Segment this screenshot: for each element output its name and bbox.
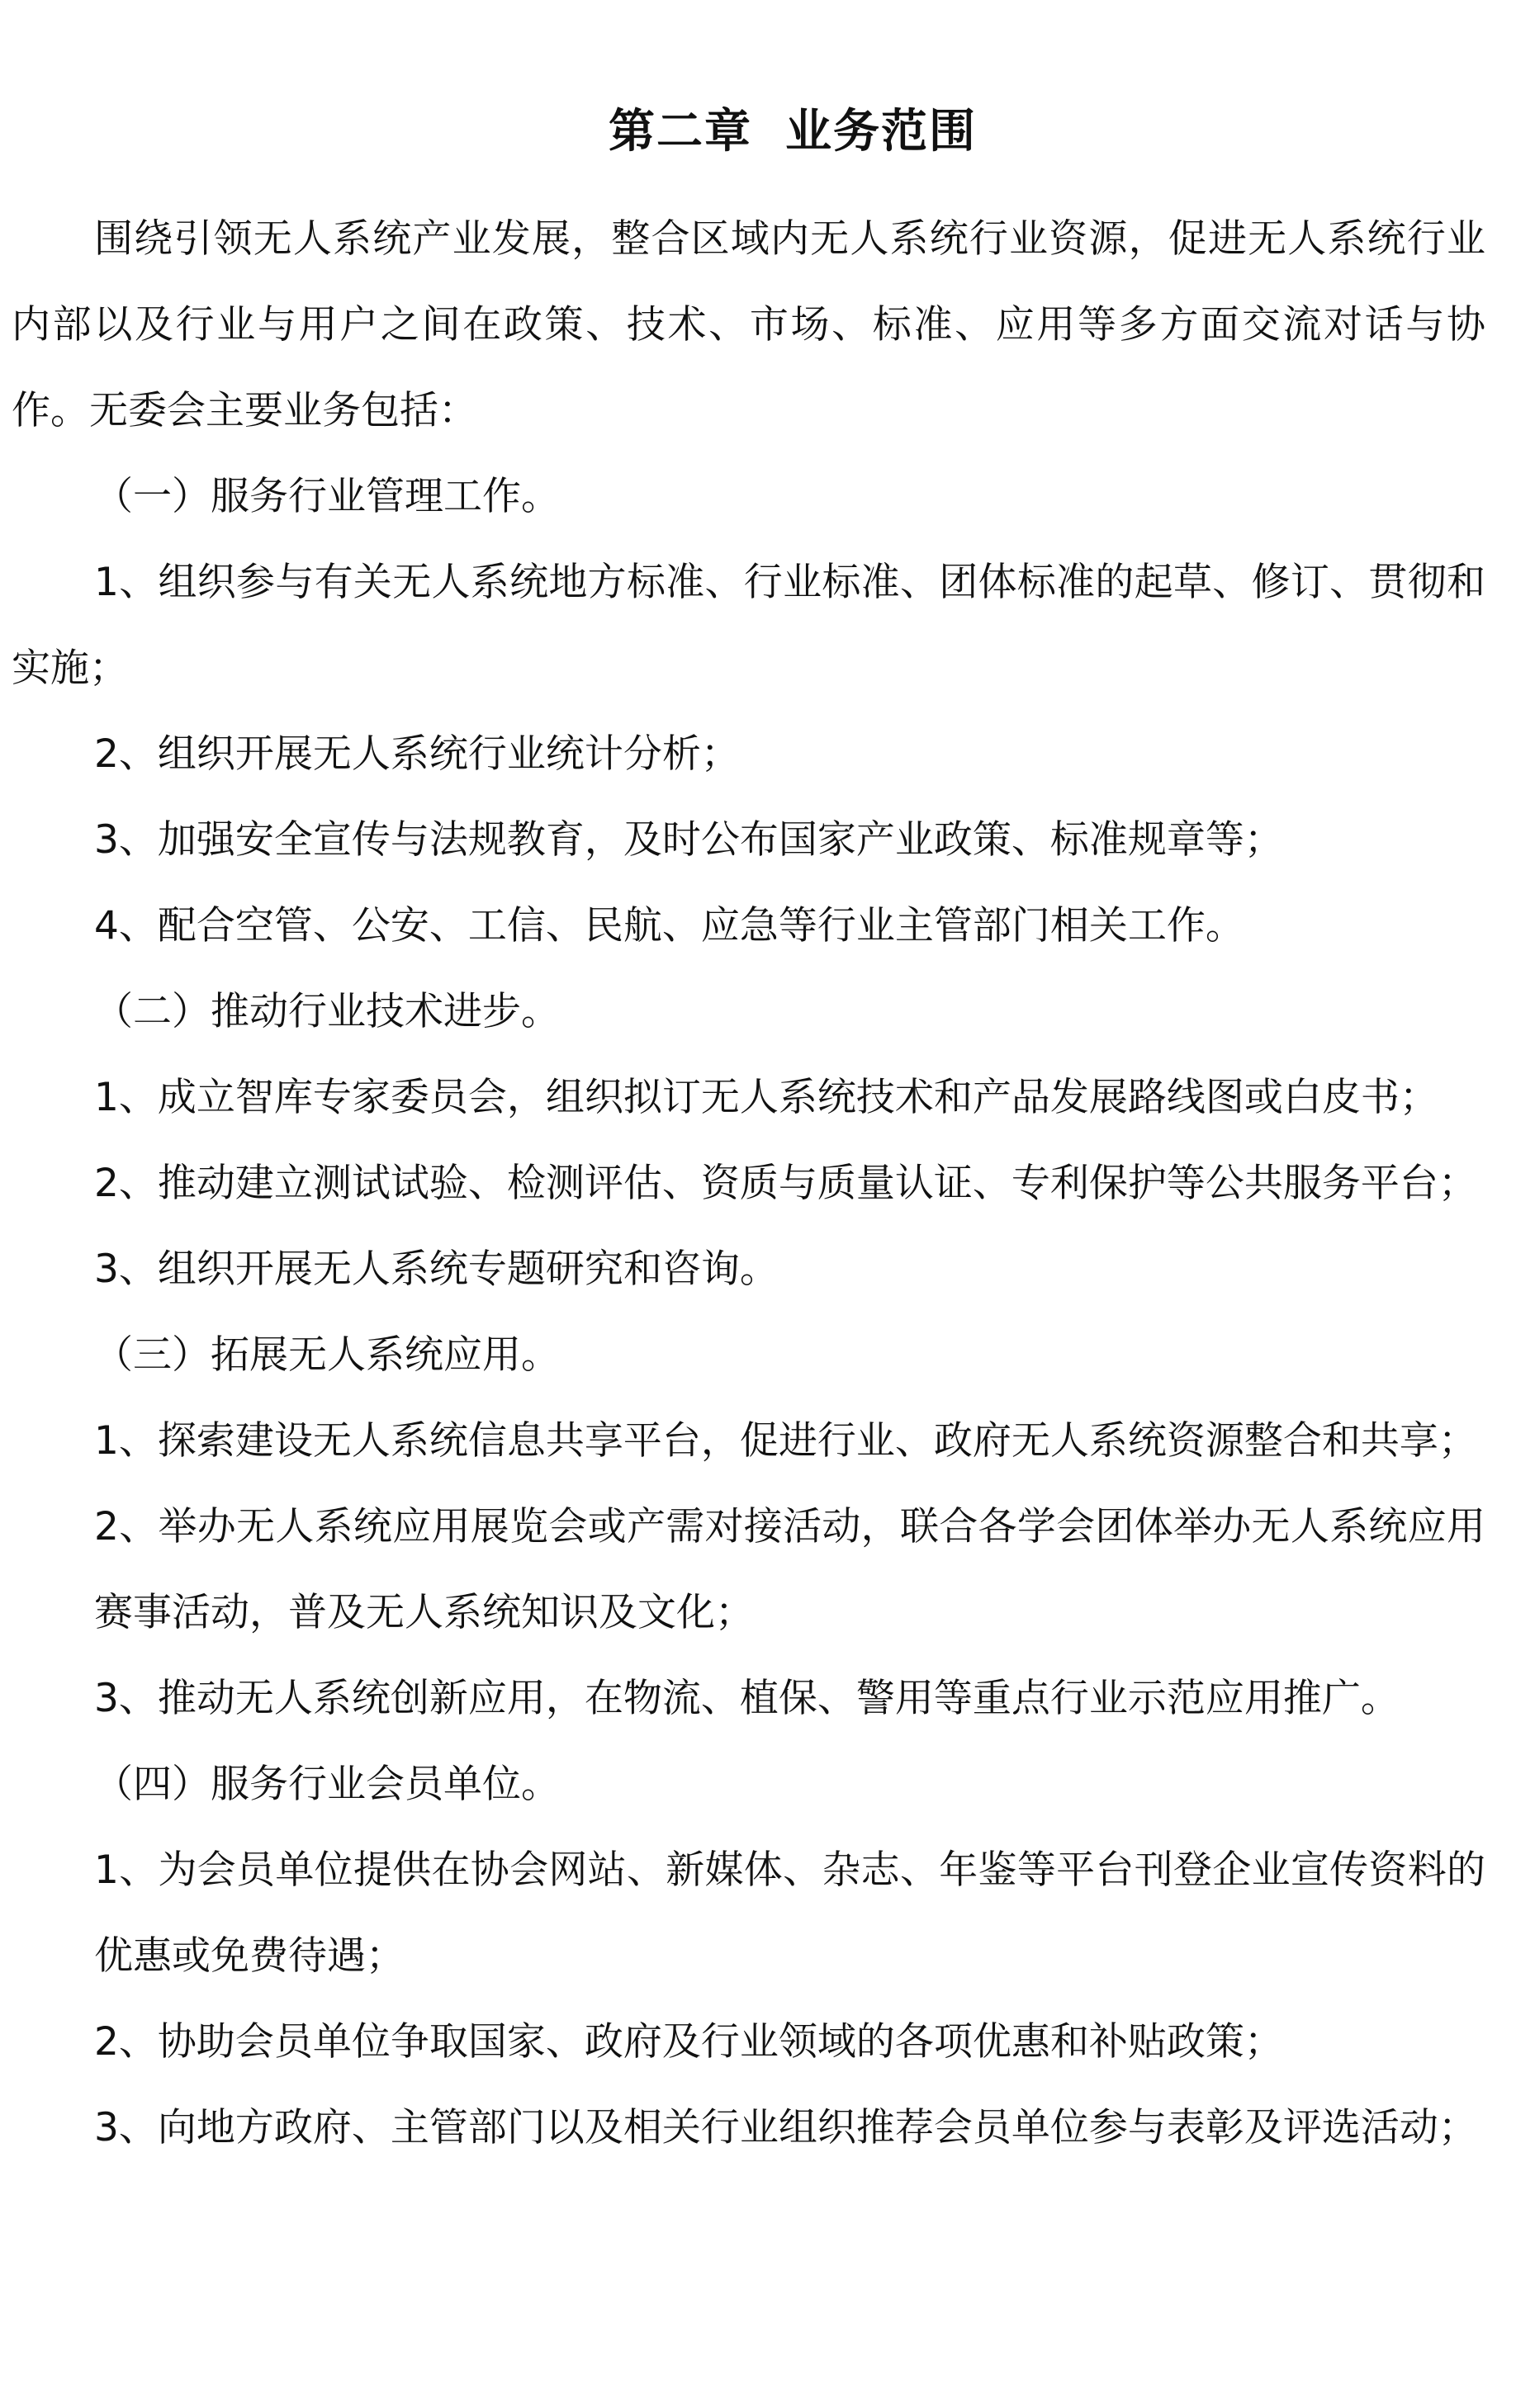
list-item: 1、组织参与有关无人系统地方标准、行业标准、团体标准的起草、修订、贯彻和实施； bbox=[12, 560, 1485, 691]
section-heading: （二）推动行业技术进步。 bbox=[94, 989, 560, 1034]
list-item: 3、组织开展无人系统专题研究和咨询。 bbox=[94, 1247, 779, 1292]
list-item: 2、协助会员单位争取国家、政府及行业领域的各项优惠和补贴政策； bbox=[94, 2019, 1283, 2065]
section-heading: （一）服务行业管理工作。 bbox=[94, 474, 560, 519]
section-heading: （四）服务行业会员单位。 bbox=[94, 1762, 560, 1807]
list-item: 1、探索建设无人系统信息共享平台，促进行业、政府无人系统资源整合和共享； bbox=[94, 1418, 1477, 1464]
chapter-body bbox=[12, 196, 1485, 2171]
section-heading: （三）拓展无人系统应用。 bbox=[94, 1332, 560, 1378]
list-item: 1、为会员单位提供在协会网站、新媒体、杂志、年鉴等平台刊登企业宣传资料的优惠或免费待遇； bbox=[94, 1847, 1485, 1979]
list-item: 3、推动无人系统创新应用，在物流、植保、警用等重点行业示范应用推广。 bbox=[94, 1676, 1400, 1721]
list-item: 3、加强安全宣传与法规教育，及时公布国家产业政策、标准规章等； bbox=[94, 817, 1283, 863]
list-item: 2、推动建立测试试验、检测评估、资质与质量认证、专利保护等公共服务平台； bbox=[94, 1161, 1477, 1206]
chapter-name: 业务范围 bbox=[785, 105, 977, 158]
list-item: 2、组织开展无人系统行业统计分析； bbox=[94, 731, 740, 777]
list-item: 1、成立智库专家委员会，组织拟订无人系统技术和产品发展路线图或白皮书； bbox=[94, 1075, 1438, 1120]
list-item: 2、举办无人系统应用展览会或产需对接活动，联合各学会团体举办无人系统应用赛事活动，普及无人系统知识及文化； bbox=[94, 1504, 1485, 1635]
chapter-title bbox=[0, 99, 1535, 165]
intro-paragraph: 围绕引领无人系统产业发展，整合区域内无人系统行业资源，促进无人系统行业内部以及行业与用户之间在政策、技术、市场、标准、应用等多方面交流对话与协作。无委会主要业务包括： bbox=[12, 216, 1485, 433]
chapter-number: 第二章 bbox=[609, 105, 752, 158]
list-item: 3、向地方政府、主管部门以及相关行业组织推荐会员单位参与表彰及评选活动； bbox=[94, 2105, 1477, 2150]
list-item: 4、配合空管、公安、工信、民航、应急等行业主管部门相关工作。 bbox=[94, 903, 1244, 949]
